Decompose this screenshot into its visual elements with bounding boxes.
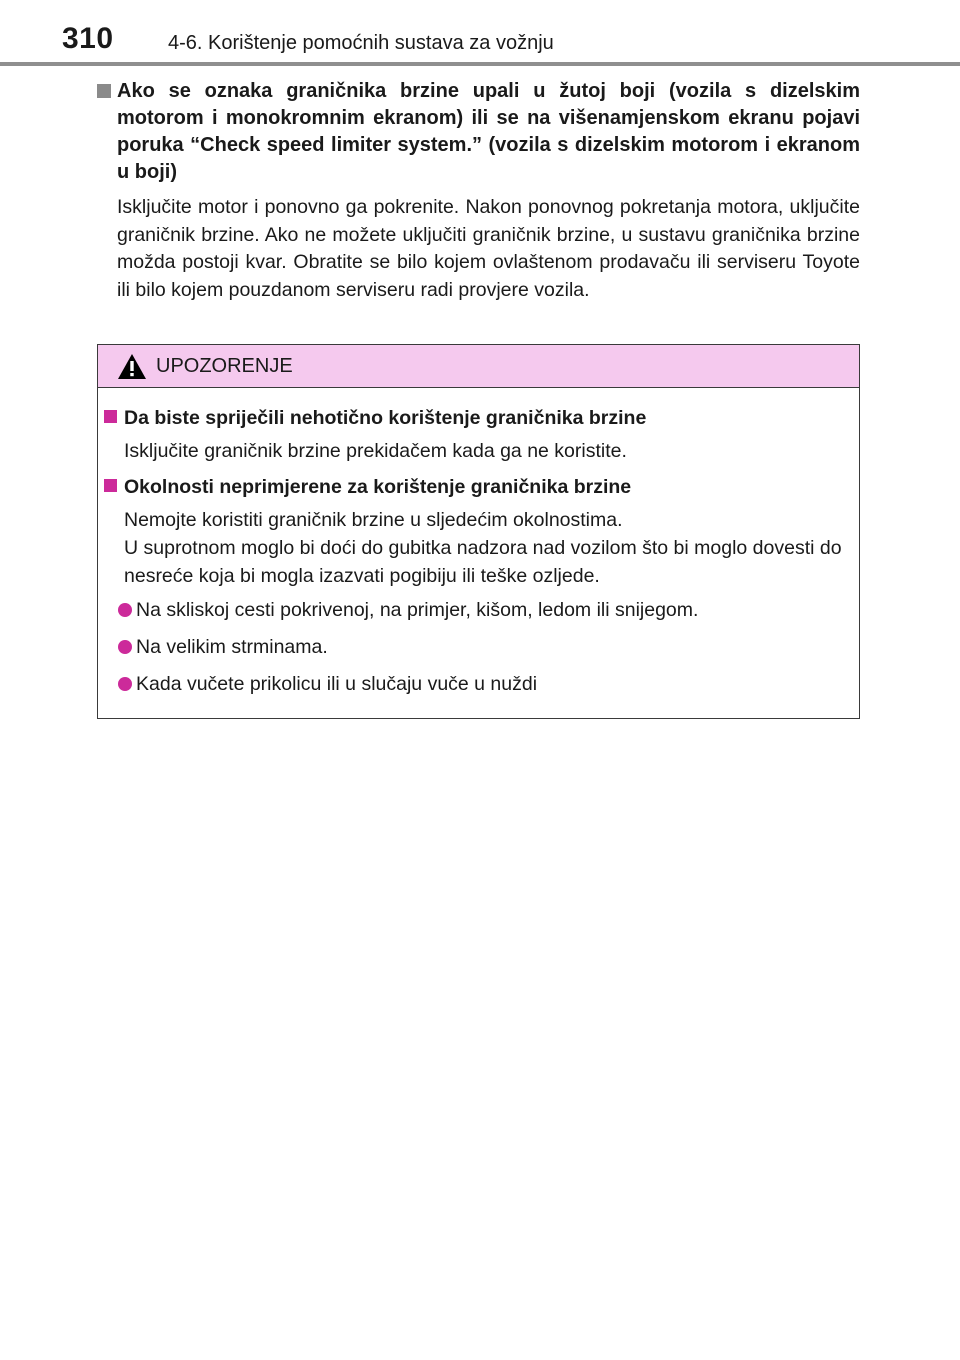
bullet-item — [118, 597, 838, 623]
warning-item-body: Isključite graničnik brzine prekidačem kada ga ne koristite. — [124, 440, 627, 462]
square-bullet-icon — [104, 410, 117, 423]
circle-bullet-icon — [118, 640, 132, 654]
circle-bullet-icon — [118, 603, 132, 617]
section-title: 4-6. Korištenje pomoćnih sustava za vožnju — [168, 32, 554, 54]
warning-item-heading: Okolnosti neprimjerene za korištenje graničnika brzine — [124, 476, 632, 498]
bullet-text: Kada vučete prikolicu ili u slučaju vuče u nuždi — [136, 673, 538, 695]
page-number: 310 — [62, 22, 114, 55]
warning-item-body-line: Nemojte koristiti graničnik brzine u sljedećim okolnostima. — [124, 509, 623, 531]
bullet-item — [118, 671, 838, 697]
bullet-text: Na skliskoj cesti pokrivenoj, na primjer, kišom, ledom ili snijegom. — [136, 599, 699, 621]
page-header — [0, 0, 960, 66]
warning-item-heading: Da biste spriječili nehotično korištenje graničnika brzine — [124, 407, 647, 429]
warning-item-body-line: U suprotnom moglo bi doći do gubitka nadzora nad vozilom što bi moglo dovesti do nesreće koja bi mogla izazvati pogibiju ili teške ozljede. — [124, 537, 842, 587]
note-heading: Ako se oznaka graničnika brzine upali u žutoj boji (vozila s dizelskim motorom i monokromnim ekranom) ili se na višenamjenskom ekranu pojavi poruka “Check speed limiter system.” (vozila s dizelskim motorom i ekranom u boji) — [117, 80, 860, 183]
header-divider — [0, 62, 960, 66]
bullet-item — [118, 634, 838, 660]
note-section — [97, 78, 860, 304]
note-body: Isključite motor i ponovno ga pokrenite. Nakon ponovnog pokretanja motora, uključite graničnik brzine. Ako ne možete uključiti graničnik brzine, u sustavu graničnika brzine možda postoji kvar. Obratite se bilo kojem ovlaštenom prodavaču ili serviseru Toyote ili bilo kojem pouzdanom serviseru radi provjere vozila. — [117, 196, 860, 301]
warning-box — [97, 344, 860, 719]
square-bullet-icon — [104, 479, 117, 492]
warning-item-unintended-use — [104, 405, 849, 465]
warning-item-body — [124, 506, 849, 590]
warning-header — [98, 345, 859, 388]
warning-item-unsuitable-conditions — [104, 474, 849, 590]
warning-title: UPOZORENJE — [156, 355, 293, 377]
bullet-text: Na velikim strminama. — [136, 636, 328, 658]
circle-bullet-icon — [118, 677, 132, 691]
square-bullet-icon — [97, 84, 111, 98]
warning-triangle-icon — [117, 353, 147, 380]
